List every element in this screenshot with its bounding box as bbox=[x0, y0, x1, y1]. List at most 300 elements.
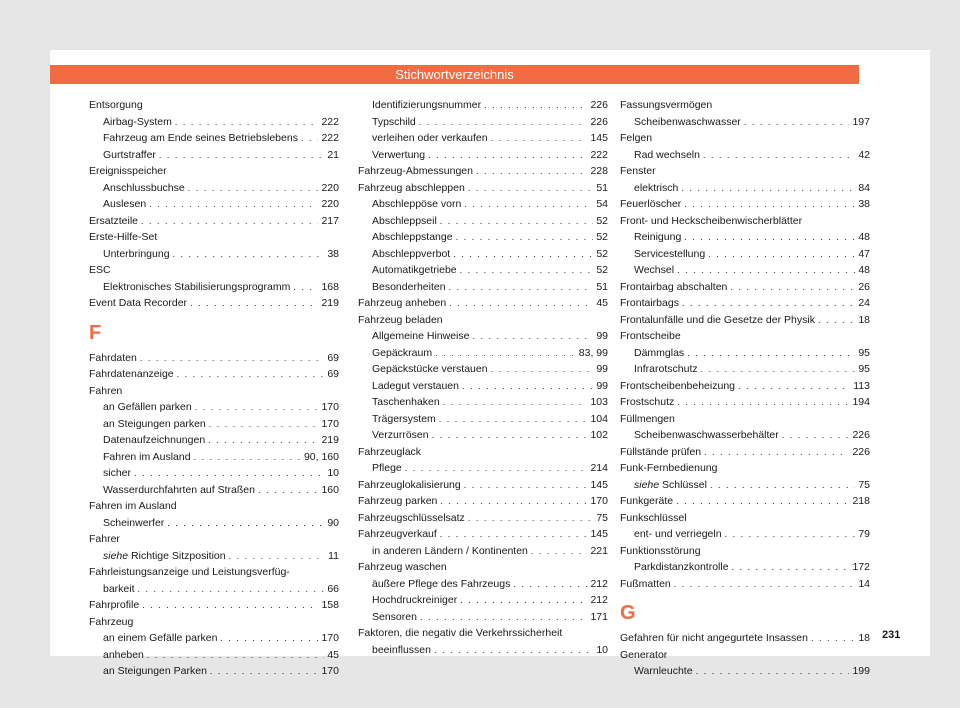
sub-entry bbox=[620, 477, 870, 494]
entry-heading: ESC bbox=[89, 264, 111, 276]
entry-heading: Front- und Heckscheibenwischerblätter bbox=[620, 214, 803, 227]
entry-label: Verzurrösen bbox=[372, 429, 429, 441]
index-column-3 bbox=[620, 97, 870, 680]
entry-label: Auslesen bbox=[103, 198, 147, 210]
entry-label: Funkgeräte bbox=[620, 495, 674, 507]
page-ref: 171 bbox=[590, 610, 608, 623]
dot-leader bbox=[149, 196, 318, 213]
page-ref: 48 bbox=[858, 231, 870, 243]
sub-entry bbox=[89, 482, 339, 499]
entry-heading: Füllmengen bbox=[620, 412, 675, 425]
dot-leader bbox=[676, 493, 849, 510]
index-entry-frontairbags bbox=[620, 295, 870, 312]
dot-leader bbox=[732, 559, 850, 576]
index-entry-ereignisspeicher bbox=[89, 163, 339, 213]
index-entry-entsorgung bbox=[89, 97, 339, 163]
entry-heading: Fahrleistungsanzeige und Leistungsverfüg- bbox=[89, 566, 290, 578]
sub-entry bbox=[358, 246, 608, 263]
page-ref: 24 bbox=[858, 297, 870, 309]
sub-entry bbox=[358, 130, 608, 147]
page-ref: 172 bbox=[852, 561, 870, 573]
page-ref: 158 bbox=[321, 599, 339, 611]
entry-label: Fahrzeug-Abmessungen bbox=[358, 165, 473, 177]
page-ref: 69 bbox=[327, 351, 339, 364]
entry-label: Wasserdurchfahrten auf Straßen bbox=[103, 483, 255, 496]
entry-label: Abschleppseil bbox=[372, 214, 437, 227]
index-entry-fahren-ausland bbox=[89, 498, 339, 531]
dot-leader bbox=[449, 295, 593, 312]
index-entry-fahrleistungsanzeige bbox=[89, 564, 339, 597]
entry-label: Fahrzeugschlüsselsatz bbox=[358, 511, 465, 524]
sub-entry bbox=[89, 399, 339, 416]
sub-entry bbox=[358, 114, 608, 131]
index-entry-frontscheibe bbox=[620, 328, 870, 378]
entry-label: verleihen oder verkaufen bbox=[372, 132, 488, 144]
dot-leader bbox=[472, 328, 593, 345]
entry-label: Parkdistanzkontrolle bbox=[634, 561, 729, 573]
sub-entry bbox=[358, 147, 608, 164]
entry-label: Gurtstraffer bbox=[103, 148, 156, 161]
page-ref: 11 bbox=[328, 549, 339, 562]
index-entry-feuerloescher bbox=[620, 196, 870, 213]
dot-leader bbox=[513, 576, 587, 593]
entry-label: Infrarotschutz bbox=[634, 363, 698, 375]
page-ref: 170 bbox=[321, 417, 339, 430]
entry-heading: Fassungsvermögen bbox=[620, 99, 713, 111]
entry-label: Automatikgetriebe bbox=[372, 264, 457, 276]
sub-entry bbox=[89, 416, 339, 433]
page-ref: 145 bbox=[590, 528, 608, 540]
entry-label: Fußmatten bbox=[620, 577, 671, 590]
entry-label: Identifizierungsnummer bbox=[372, 99, 482, 111]
index-entry-schluesselsatz bbox=[358, 510, 608, 527]
page-ref: 99 bbox=[596, 379, 608, 392]
entry-label: Pflege bbox=[372, 462, 402, 474]
index-entry-gefahren bbox=[620, 630, 870, 647]
dot-leader bbox=[677, 394, 849, 411]
page-ref: 214 bbox=[590, 462, 608, 474]
sub-entry bbox=[620, 246, 870, 263]
sub-entry bbox=[89, 130, 339, 147]
entry-label: Scheinwerfer bbox=[103, 516, 165, 529]
entry-label: Fahrprofile bbox=[89, 599, 140, 611]
entry-label: Reinigung bbox=[634, 231, 682, 243]
index-entry-waschen bbox=[358, 559, 608, 625]
dot-leader bbox=[141, 213, 318, 230]
sub-entry bbox=[620, 345, 870, 362]
sub-entry bbox=[620, 147, 870, 164]
page-ref: 90, 160 bbox=[303, 450, 339, 463]
entry-heading: Fahrzeuglack bbox=[358, 445, 422, 458]
entry-heading: Fahrzeug waschen bbox=[358, 561, 447, 573]
sub-entry bbox=[358, 642, 608, 659]
sub-entry bbox=[620, 559, 870, 576]
entry-label: Datenaufzeichnungen bbox=[103, 434, 206, 446]
page-ref: 219 bbox=[321, 434, 339, 446]
dot-leader bbox=[462, 378, 593, 395]
entry-heading: Fahren im Ausland bbox=[89, 500, 177, 512]
index-entry-funkgeraete bbox=[620, 493, 870, 510]
page-number: 231 bbox=[882, 629, 901, 641]
page-ref: 69 bbox=[327, 368, 339, 380]
page-ref: 145 bbox=[590, 478, 608, 491]
page-ref: 197 bbox=[852, 115, 870, 128]
entry-heading: Funk-Fernbedienung bbox=[620, 462, 718, 474]
page-ref: 222 bbox=[321, 115, 339, 128]
entry-label: Fahrzeug parken bbox=[358, 495, 438, 507]
page-ref: 103 bbox=[590, 396, 608, 408]
index-entry-verkauf bbox=[358, 526, 608, 559]
dot-leader bbox=[177, 366, 325, 383]
page-ref: 168 bbox=[321, 280, 339, 293]
sub-entry bbox=[358, 543, 608, 560]
index-entry-fenster bbox=[620, 163, 870, 196]
index-entry-frontalunfaelle bbox=[620, 312, 870, 329]
sub-entry bbox=[89, 465, 339, 482]
index-column-1 bbox=[89, 97, 339, 680]
index-entry-felgen bbox=[620, 130, 870, 163]
sub-entry bbox=[358, 378, 608, 395]
dot-leader bbox=[476, 163, 587, 180]
page-ref: 222 bbox=[590, 148, 608, 161]
page-ref: 170 bbox=[321, 632, 339, 644]
entry-label: Scheibenwaschwasserbehälter bbox=[634, 429, 779, 441]
dot-leader bbox=[142, 597, 318, 614]
index-entry-anheben bbox=[358, 295, 608, 312]
entry-label: Typschild bbox=[372, 115, 416, 128]
dot-leader bbox=[730, 279, 855, 296]
entry-heading: Fenster bbox=[620, 165, 656, 177]
index-entry-fahrer bbox=[89, 531, 339, 564]
sub-entry bbox=[358, 345, 608, 362]
dot-leader bbox=[725, 526, 856, 543]
sub-entry bbox=[620, 262, 870, 279]
page-ref: 104 bbox=[590, 412, 608, 425]
page-ref: 170 bbox=[590, 495, 608, 507]
page-ref: 226 bbox=[852, 429, 870, 441]
entry-label: äußere Pflege des Fahrzeugs bbox=[372, 577, 511, 590]
index-entry-abmessungen bbox=[358, 163, 608, 180]
sub-entry bbox=[89, 196, 339, 213]
entry-label: Fahrzeug anheben bbox=[358, 297, 447, 309]
page-ref: 45 bbox=[596, 297, 608, 309]
sub-entry bbox=[620, 427, 870, 444]
dot-leader bbox=[460, 262, 594, 279]
index-entry-fahrprofile bbox=[89, 597, 339, 614]
sub-entry bbox=[358, 97, 608, 114]
entry-label: an Steigungen parken bbox=[103, 417, 206, 430]
entry-label: Elektronisches Stabilisierungsprogramm bbox=[103, 280, 291, 293]
page-ref: 18 bbox=[858, 313, 870, 326]
page-ref: 48 bbox=[858, 264, 870, 276]
page-ref: 54 bbox=[596, 198, 608, 210]
entry-label: Frostschutz bbox=[620, 396, 675, 408]
sub-entry bbox=[620, 526, 870, 543]
sub-entry bbox=[358, 279, 608, 296]
entry-label: Frontairbags bbox=[620, 297, 679, 309]
dot-leader bbox=[173, 246, 325, 263]
index-entry-generator bbox=[620, 647, 870, 680]
dot-leader bbox=[744, 114, 850, 131]
entry-label: Gepäckraum bbox=[372, 346, 433, 359]
page-ref: 90 bbox=[327, 516, 339, 529]
entry-label: Servicestellung bbox=[634, 247, 706, 260]
page-ref: 222 bbox=[321, 132, 339, 144]
dot-leader bbox=[188, 180, 319, 197]
dot-leader bbox=[710, 477, 855, 494]
dot-leader bbox=[440, 213, 594, 230]
index-entry-erste-hilfe bbox=[89, 229, 339, 262]
dot-leader bbox=[220, 630, 318, 647]
entry-heading: Felgen bbox=[620, 132, 653, 144]
page-ref: 219 bbox=[321, 297, 339, 309]
entry-label: Gepäckstücke verstauen bbox=[372, 363, 488, 375]
entry-label: Scheibenwaschwasser bbox=[634, 115, 741, 128]
page-ref: 212 bbox=[590, 577, 608, 590]
page-ref: 220 bbox=[321, 198, 339, 210]
dot-leader bbox=[818, 312, 855, 329]
dot-leader bbox=[491, 130, 588, 147]
entry-heading: Fahrzeug beladen bbox=[358, 313, 443, 326]
dot-leader bbox=[708, 246, 855, 263]
entry-label: in anderen Ländern / Kontinenten bbox=[372, 544, 528, 557]
page-ref: 102 bbox=[590, 429, 608, 441]
page-ref: 79 bbox=[858, 528, 870, 540]
dot-leader bbox=[138, 581, 325, 598]
sub-entry bbox=[358, 229, 608, 246]
dot-leader bbox=[531, 543, 588, 560]
page-ref: 194 bbox=[852, 396, 870, 408]
entry-heading: Generator bbox=[620, 648, 668, 661]
dot-leader bbox=[195, 399, 319, 416]
index-entry-beladen bbox=[358, 312, 608, 444]
page-ref: 113 bbox=[853, 379, 870, 392]
page-ref: 170 bbox=[321, 401, 339, 413]
dot-leader bbox=[440, 526, 588, 543]
entry-heading: Frontscheibe bbox=[620, 330, 681, 342]
page-ref: 52 bbox=[596, 264, 608, 276]
entry-heading: Funkschlüssel bbox=[620, 511, 687, 524]
sub-entry bbox=[358, 361, 608, 378]
dot-leader bbox=[701, 361, 856, 378]
page-ref: 42 bbox=[858, 148, 870, 161]
sub-entry bbox=[89, 548, 339, 565]
dot-leader bbox=[443, 394, 588, 411]
entry-label: elektrisch bbox=[634, 181, 679, 194]
dot-leader bbox=[468, 180, 593, 197]
entry-label: Anschlussbuchse bbox=[103, 181, 185, 194]
page-ref: 51 bbox=[596, 181, 608, 194]
page-ref: 226 bbox=[590, 115, 608, 128]
index-entry-abschleppen bbox=[358, 180, 608, 296]
page-ref: 228 bbox=[590, 165, 608, 177]
sub-entry bbox=[358, 213, 608, 230]
dot-leader bbox=[674, 576, 856, 593]
index-column-2 bbox=[358, 97, 608, 658]
index-entry-lokalisierung bbox=[358, 477, 608, 494]
index-entry-fussmatten bbox=[620, 576, 870, 593]
dot-leader bbox=[210, 663, 319, 680]
index-entry-fassungsvermoegen bbox=[620, 97, 870, 130]
page-ref: 226 bbox=[590, 99, 608, 111]
entry-label: Warnleuchte bbox=[634, 665, 693, 677]
entry-heading: Fahrer bbox=[89, 533, 120, 545]
sub-entry bbox=[358, 328, 608, 345]
entry-label: Fahrzeugverkauf bbox=[358, 528, 437, 540]
dot-leader bbox=[428, 147, 587, 164]
index-entry-wischerblaetter bbox=[620, 213, 870, 279]
page-ref: 21 bbox=[327, 148, 339, 161]
dot-leader bbox=[468, 510, 594, 527]
index-entry-fuellstaende bbox=[620, 444, 870, 461]
entry-label: sicher bbox=[103, 467, 132, 479]
page-ref: 226 bbox=[852, 445, 870, 458]
entry-label: Fahrzeug abschleppen bbox=[358, 181, 465, 194]
dot-leader bbox=[190, 295, 318, 312]
dot-leader bbox=[432, 427, 588, 444]
index-entry-fahrdaten bbox=[89, 350, 339, 367]
dot-leader bbox=[229, 548, 326, 565]
entry-label: Frontalunfälle und die Gesetze der Physik bbox=[620, 313, 815, 326]
sub-entry bbox=[358, 460, 608, 477]
entry-label: Hochdruckreiniger bbox=[372, 594, 458, 606]
sub-entry bbox=[358, 592, 608, 609]
page-ref: 45 bbox=[327, 648, 339, 661]
dot-leader bbox=[440, 493, 587, 510]
entry-label: Abschleppverbot bbox=[372, 247, 451, 260]
page-ref: 221 bbox=[590, 544, 608, 557]
dot-leader bbox=[696, 663, 850, 680]
index-entry-funkschluessel bbox=[620, 510, 870, 543]
page-ref: 26 bbox=[858, 280, 870, 293]
page-ref: 52 bbox=[596, 231, 608, 243]
sub-entry bbox=[620, 114, 870, 131]
page-ref: 217 bbox=[321, 214, 339, 227]
page-ref: 14 bbox=[858, 577, 870, 590]
dot-leader bbox=[703, 147, 855, 164]
dot-leader bbox=[682, 295, 855, 312]
dot-leader bbox=[782, 427, 850, 444]
entry-label: Fahren im Ausland bbox=[103, 450, 191, 463]
sub-entry bbox=[89, 180, 339, 197]
dot-leader bbox=[677, 262, 855, 279]
index-entry-fahrzeug-continued bbox=[358, 97, 608, 163]
entry-label: ent- und verriegeln bbox=[634, 528, 722, 540]
page-ref: 170 bbox=[321, 665, 339, 677]
sub-entry bbox=[89, 432, 339, 449]
entry-label: Rad wechseln bbox=[634, 148, 700, 161]
entry-label: Taschenhaken bbox=[372, 396, 440, 408]
sub-entry bbox=[89, 114, 339, 131]
entry-label: Frontairbag abschalten bbox=[620, 280, 728, 293]
index-entry-ersatzteile bbox=[89, 213, 339, 230]
page-ref: 52 bbox=[596, 247, 608, 260]
sub-entry bbox=[358, 262, 608, 279]
page-ref: 212 bbox=[590, 594, 608, 606]
entry-label: Besonderheiten bbox=[372, 280, 446, 293]
dot-leader bbox=[484, 97, 587, 114]
entry-label: Unterbringung bbox=[103, 247, 170, 260]
dot-leader bbox=[456, 229, 594, 246]
entry-label: Fahrzeuglokalisierung bbox=[358, 478, 461, 491]
page-ref: 47 bbox=[858, 247, 870, 260]
sub-entry bbox=[89, 647, 339, 664]
page-ref: 220 bbox=[321, 181, 339, 194]
entry-label: barkeit bbox=[103, 582, 135, 595]
entry-label: Airbag-System bbox=[103, 115, 172, 128]
entry-label: an Steigungen Parken bbox=[103, 665, 207, 677]
sub-entry bbox=[620, 663, 870, 680]
index-entry-esc bbox=[89, 262, 339, 295]
dot-leader bbox=[209, 416, 319, 433]
dot-leader bbox=[684, 196, 855, 213]
index-entry-frontairbag-abschalten bbox=[620, 279, 870, 296]
dot-leader bbox=[687, 345, 855, 362]
page-ref: 95 bbox=[858, 363, 870, 375]
letter-heading-g: G bbox=[620, 602, 636, 624]
entry-label bbox=[634, 477, 707, 494]
page-ref: 18 bbox=[858, 632, 870, 644]
index-entry-parken bbox=[358, 493, 608, 510]
entry-heading: Faktoren, die negativ die Verkehrssicherheit bbox=[358, 627, 563, 639]
entry-label: Füllstände prüfen bbox=[620, 445, 702, 458]
entry-label: an einem Gefälle parken bbox=[103, 632, 218, 644]
page-ref: 95 bbox=[858, 346, 870, 359]
dot-leader bbox=[491, 361, 594, 378]
entry-heading: Entsorgung bbox=[89, 99, 143, 111]
dot-leader bbox=[681, 180, 855, 197]
section-title: Stichwortverzeichnis bbox=[395, 67, 514, 82]
dot-leader bbox=[419, 114, 588, 131]
sub-entry bbox=[89, 147, 339, 164]
dot-leader bbox=[159, 147, 324, 164]
dot-leader bbox=[684, 229, 855, 246]
see-reference: siehe bbox=[103, 549, 129, 562]
dot-leader bbox=[464, 477, 588, 494]
sub-entry bbox=[620, 229, 870, 246]
dot-leader bbox=[435, 345, 576, 362]
entry-label: Gefahren für nicht angegurtete Insassen bbox=[620, 632, 808, 644]
entry-heading-row bbox=[358, 526, 608, 543]
entry-label: Verwertung bbox=[372, 148, 426, 161]
entry-label: beeinflussen bbox=[372, 643, 431, 656]
page-ref: 83, 99 bbox=[578, 346, 608, 359]
entry-label: Ersatzteile bbox=[89, 214, 139, 227]
page-ref: 10 bbox=[596, 643, 608, 656]
entry-heading-row bbox=[358, 180, 608, 197]
dot-leader bbox=[738, 378, 850, 395]
entry-label: Abschleppöse vorn bbox=[372, 198, 462, 210]
see-reference: siehe bbox=[634, 478, 660, 491]
sub-entry bbox=[620, 361, 870, 378]
index-entry-frontscheibenbeheizung bbox=[620, 378, 870, 395]
dot-leader bbox=[460, 592, 587, 609]
dot-leader bbox=[464, 196, 593, 213]
entry-heading: Erste-Hilfe-Set bbox=[89, 231, 158, 243]
page-ref: 52 bbox=[596, 214, 608, 227]
index-entry-event-data bbox=[89, 295, 339, 312]
entry-label: Frontscheibenbeheizung bbox=[620, 379, 735, 392]
index-entry-faktoren bbox=[358, 625, 608, 658]
dot-leader bbox=[301, 130, 319, 147]
entry-label: Abschleppstange bbox=[372, 231, 453, 243]
page-ref: 84 bbox=[858, 181, 870, 194]
dot-leader bbox=[258, 482, 319, 499]
sub-entry bbox=[358, 427, 608, 444]
page-ref: 99 bbox=[596, 330, 608, 342]
sub-entry bbox=[620, 180, 870, 197]
dot-leader bbox=[434, 642, 593, 659]
